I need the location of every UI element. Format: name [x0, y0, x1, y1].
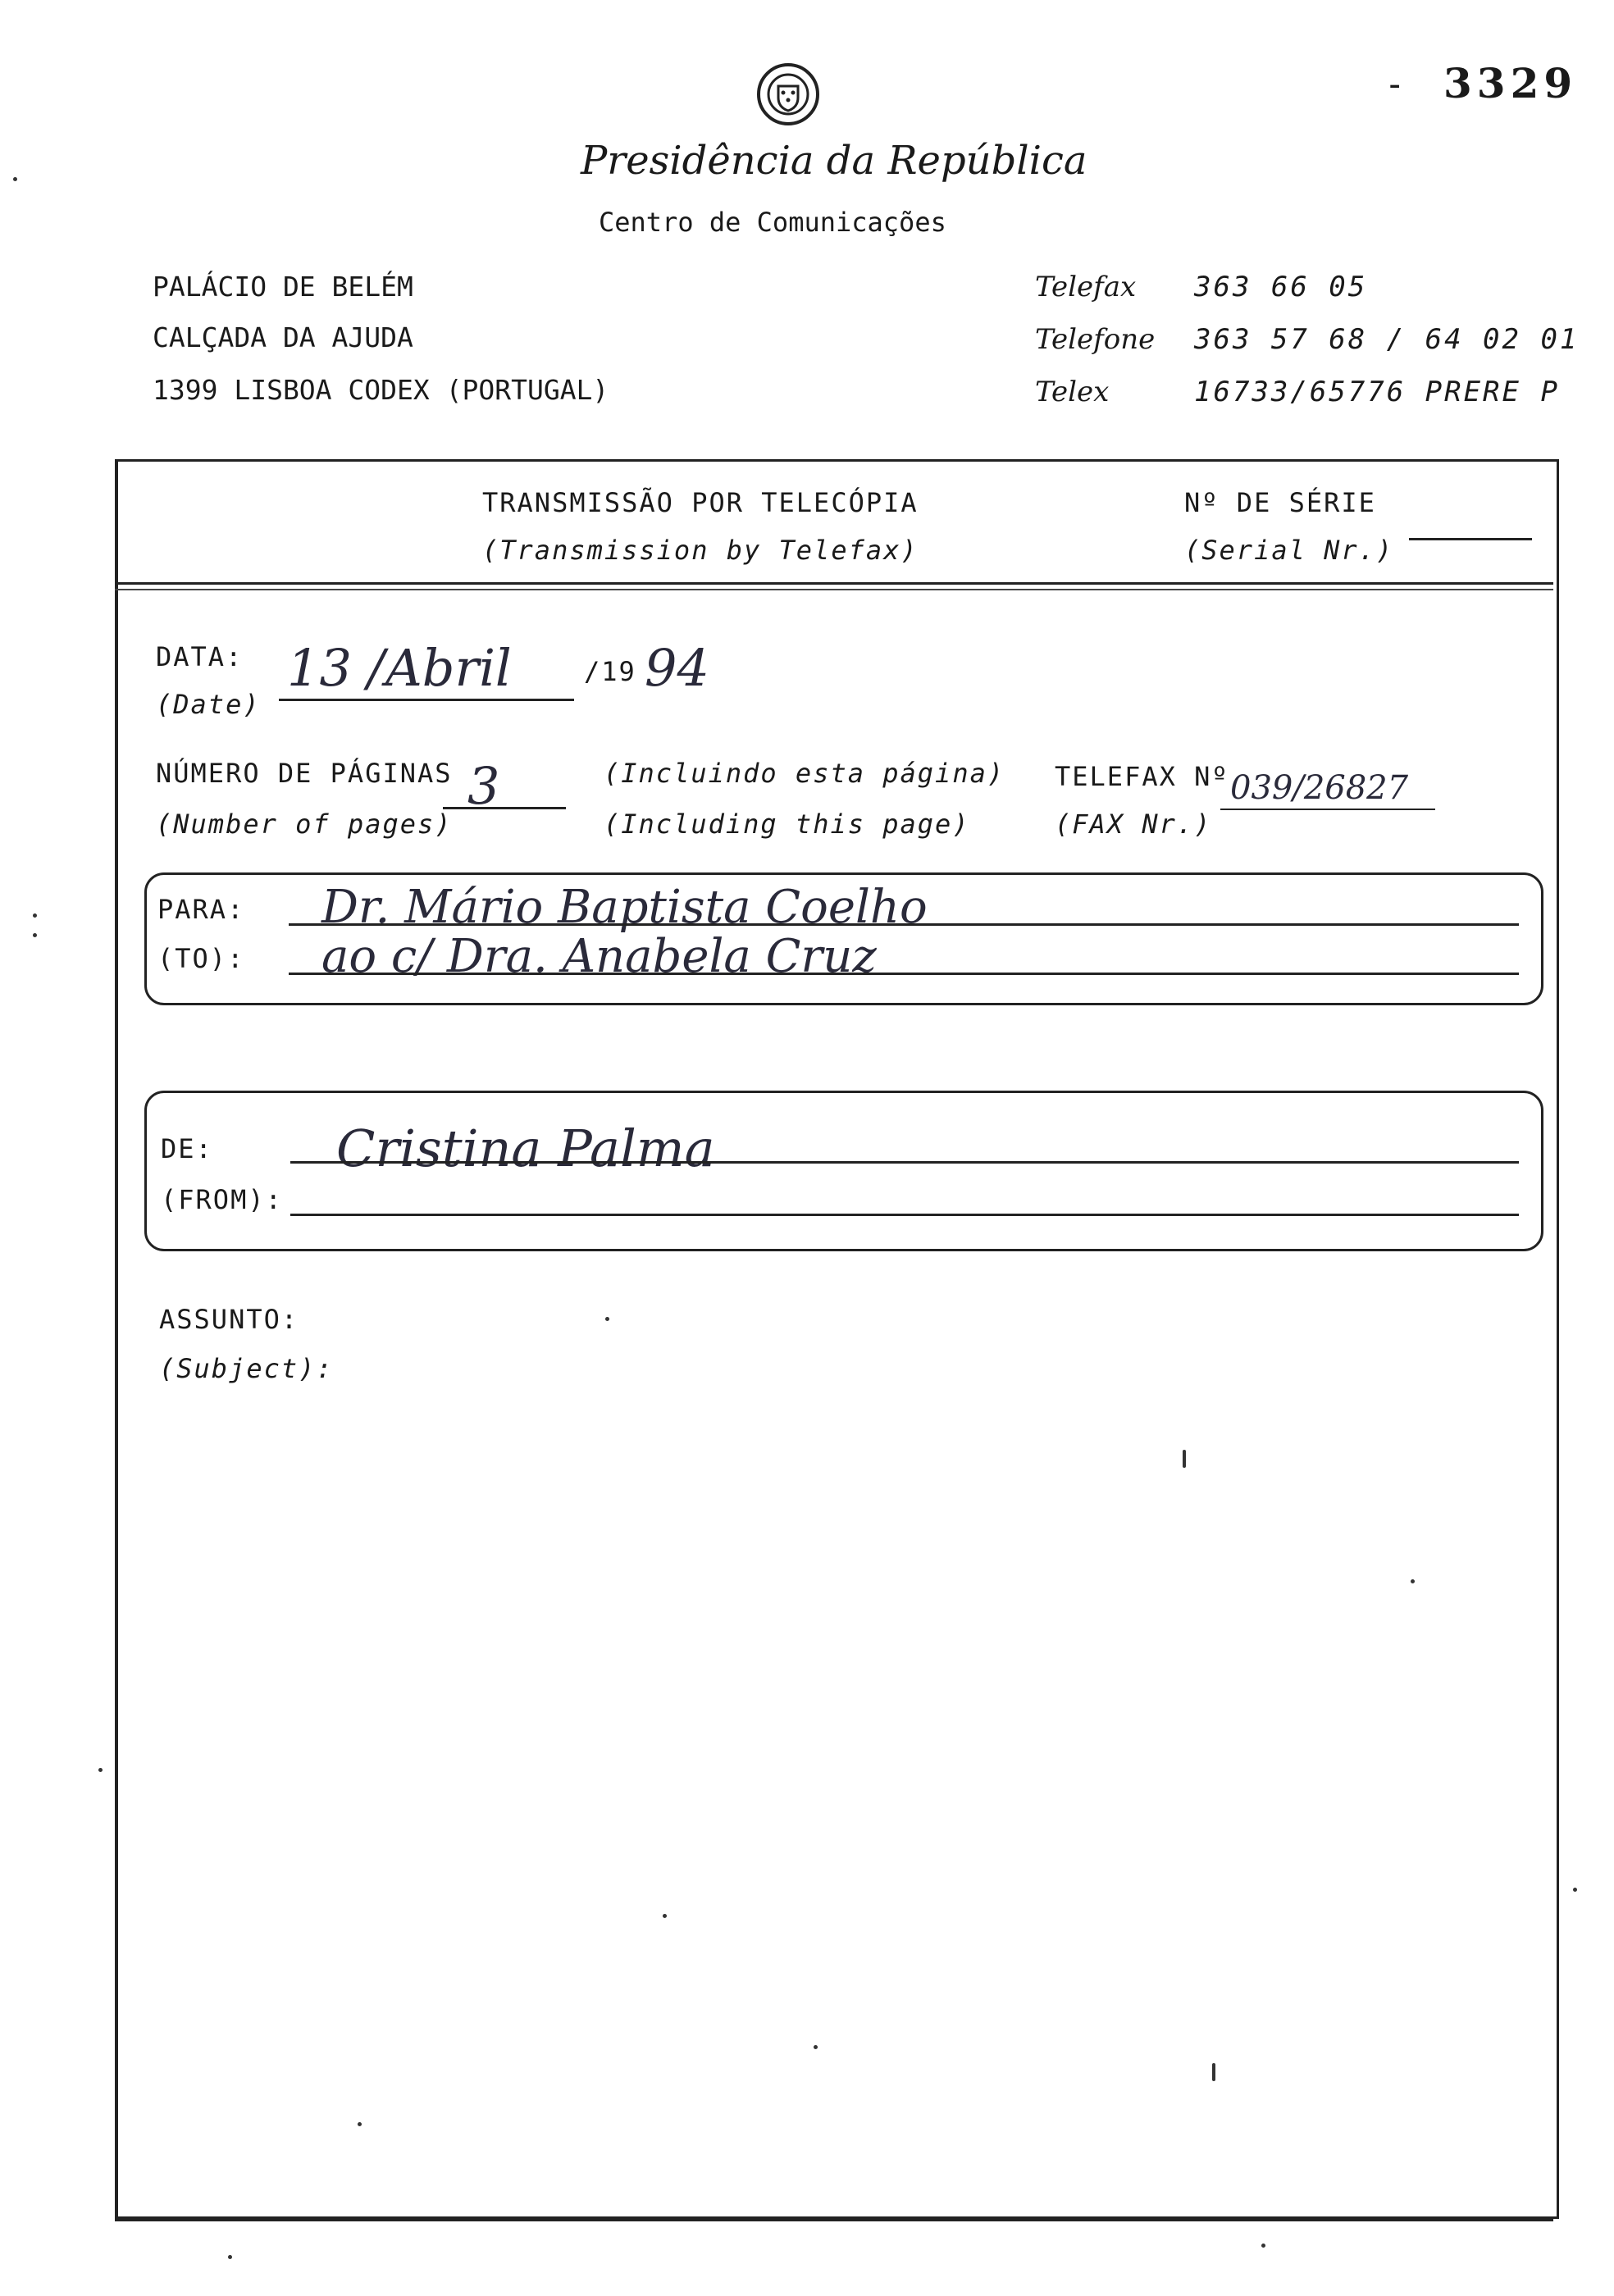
telefax-value: 363 66 05	[1194, 271, 1368, 303]
date-label-en: (Date)	[156, 689, 261, 720]
pages-note-en: (Including this page)	[604, 809, 970, 840]
form-title-en: (Transmission by Telefax)	[482, 535, 919, 566]
subject-label: ASSUNTO:	[159, 1304, 299, 1335]
scan-speck	[605, 1317, 609, 1321]
to-underline-2	[289, 973, 1519, 975]
scan-speck	[98, 1768, 103, 1772]
date-label: DATA:	[156, 641, 244, 672]
date-month: Abril	[385, 638, 512, 698]
form-header-divider	[115, 582, 1553, 585]
scan-speck	[663, 1914, 667, 1918]
document-number-prefix: -	[1384, 64, 1406, 104]
to-label-en: (TO):	[157, 943, 245, 974]
from-underline-1	[290, 1161, 1519, 1164]
date-day: 13	[287, 638, 352, 698]
scan-speck	[358, 2122, 362, 2126]
pages-label-en: (Number of pages)	[156, 809, 453, 840]
scan-speck	[13, 177, 17, 181]
fax-line	[1220, 809, 1435, 810]
pages-value: 3	[467, 756, 500, 816]
telefax-label: Telefax	[1035, 271, 1137, 303]
from-underline-2	[290, 1214, 1519, 1216]
scan-speck	[33, 933, 37, 937]
to-label: PARA:	[157, 894, 245, 925]
telex-value: 16733/65776 PRERE P	[1194, 376, 1560, 408]
issuer-title: Presidência da República	[581, 138, 1087, 184]
address-line-3: 1399 LISBOA CODEX (PORTUGAL)	[153, 374, 609, 406]
scan-speck	[1212, 2063, 1215, 2081]
subject-label-en: (Subject):	[159, 1353, 334, 1384]
serial-label: Nº DE SÉRIE	[1184, 487, 1376, 518]
form-title: TRANSMISSÃO POR TELECÓPIA	[482, 487, 919, 518]
document-number: 3329	[1443, 59, 1578, 107]
scan-speck	[1183, 1450, 1186, 1468]
form-header-divider-secondary	[115, 589, 1553, 590]
fax-label: TELEFAX Nº	[1055, 761, 1229, 792]
serial-label-en: (Serial Nr.)	[1184, 535, 1394, 566]
pages-line	[443, 807, 566, 809]
address-line-2: CALÇADA DA AJUDA	[153, 321, 413, 353]
pages-note: (Incluindo esta página)	[604, 758, 1005, 789]
pages-label: NÚMERO DE PÁGINAS	[156, 758, 453, 789]
date-year: 94	[645, 638, 709, 698]
to-line-2: ao c/ Dra. Anabela Cruz	[321, 930, 877, 983]
date-year-prefix: /19	[584, 656, 636, 687]
address-line-1: PALÁCIO DE BELÉM	[153, 271, 413, 303]
from-label: DE:	[161, 1133, 213, 1164]
telex-label: Telex	[1035, 376, 1110, 408]
to-underline-1	[289, 923, 1519, 926]
scan-speck	[814, 2045, 818, 2049]
issuer-unit: Centro de Comunicações	[599, 207, 946, 238]
serial-input-line	[1409, 538, 1532, 540]
date-line	[279, 699, 574, 701]
scan-speck	[228, 2255, 232, 2259]
date-separator: /	[367, 638, 385, 698]
scan-speck	[33, 913, 37, 918]
telefone-value: 363 57 68 / 64 02 01	[1194, 323, 1580, 356]
from-label-en: (FROM):	[161, 1184, 283, 1215]
from-line-1: Cristina Palma	[336, 1118, 715, 1178]
telefone-label: Telefone	[1035, 323, 1156, 356]
scan-speck	[1411, 1579, 1415, 1583]
coat-of-arms-icon	[753, 59, 823, 130]
scan-speck	[1573, 1888, 1577, 1892]
frame-bottom-rule	[115, 2219, 1553, 2221]
fax-value: 039/26827	[1230, 769, 1409, 807]
fax-form-frame	[115, 459, 1559, 2219]
to-line-1: Dr. Mário Baptista Coelho	[321, 881, 928, 934]
scan-speck	[1261, 2244, 1265, 2248]
fax-label-en: (FAX Nr.)	[1055, 809, 1212, 840]
